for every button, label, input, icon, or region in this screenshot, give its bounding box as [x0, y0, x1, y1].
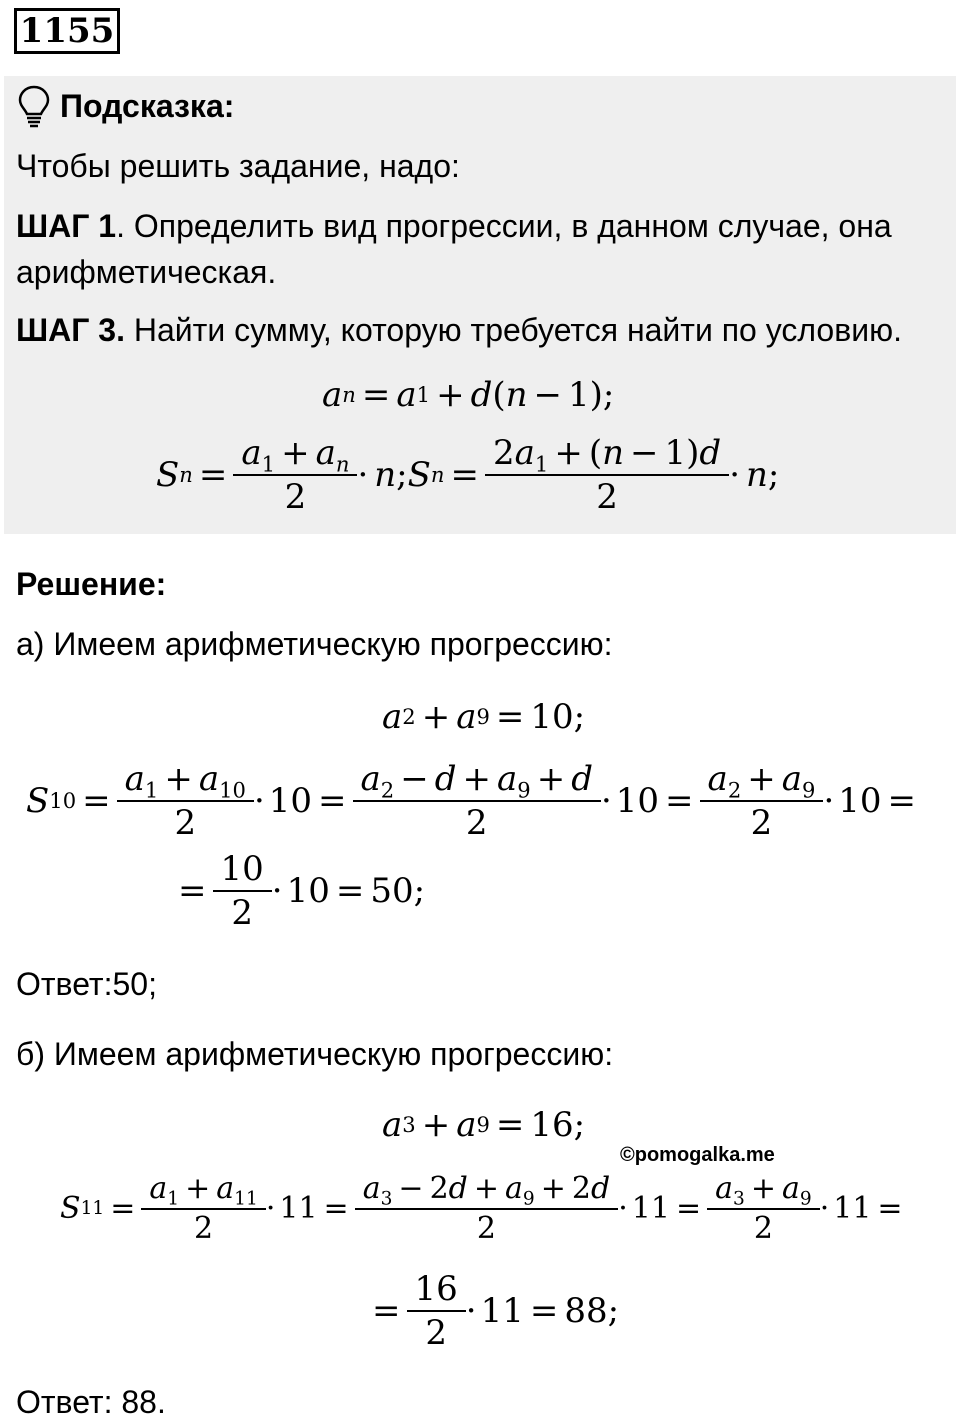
equation-b-result: = $\frac{16}{2}$ · 11 = 88 ;: [372, 1269, 620, 1353]
formula-sum: S n = $\frac{a_1 + a_n}{2}$ · n; S n = $\frac{2a_1 + (n - 1)d}{2}$ · n;: [156, 433, 780, 517]
part-a-answer: Ответ:50;: [16, 966, 157, 1002]
part-a-intro: а) Имеем арифметическую прогрессию:: [16, 626, 613, 662]
hint-step1: [16, 206, 892, 246]
equation-b-given: a 3 + a 9 = 16 ;: [382, 1105, 586, 1145]
equation-a-given: a 2 + a 9 = 10 ;: [382, 697, 586, 737]
hint-step1-cont: арифметическая.: [16, 254, 277, 290]
hint-step3: [16, 310, 902, 350]
step3-text: Найти сумму, которую требуется найти по условию.: [124, 312, 902, 348]
watermark: ©pomogalka.me: [620, 1144, 775, 1166]
equation-b-sum: S 11 = $\frac{a_1 + a_{11}}{2}$ · 11 = $\frac{a_3 - 2d + a_9 + 2d}{2}$ · 11 = $\frac{a_3 + a_9}{2}$ · 11 =: [60, 1171, 903, 1246]
formula-nth-term: a n = a 1 + d ( n − 1 );: [322, 375, 615, 415]
task-number: 1155: [14, 8, 120, 54]
part-b-intro: б) Имеем арифметическую прогрессию:: [16, 1036, 614, 1072]
hint-intro: Чтобы решить задание, надо:: [16, 148, 460, 184]
hint-title: Подсказка:: [60, 88, 235, 124]
part-b-answer: Ответ: 88.: [16, 1384, 166, 1420]
step1-text: . Определить вид прогрессии, в данном случае, она: [116, 208, 892, 244]
equation-a-sum: S 10 = $\frac{a_1 + a_{10}}{2}$ · 10 = $\frac{a_2 - d + a_9 + d}{2}$ · 10 = $\frac{a_2 + a_9}{2}$ · 10 =: [26, 759, 917, 843]
step3-label: ШАГ 3.: [16, 312, 125, 348]
solution-title: Решение:: [16, 566, 167, 602]
equation-a-result: = $\frac{10}{2}$ · 10 = 50 ;: [178, 849, 426, 933]
step1-label: ШАГ 1: [16, 208, 117, 244]
lightbulb-icon: [16, 84, 52, 128]
